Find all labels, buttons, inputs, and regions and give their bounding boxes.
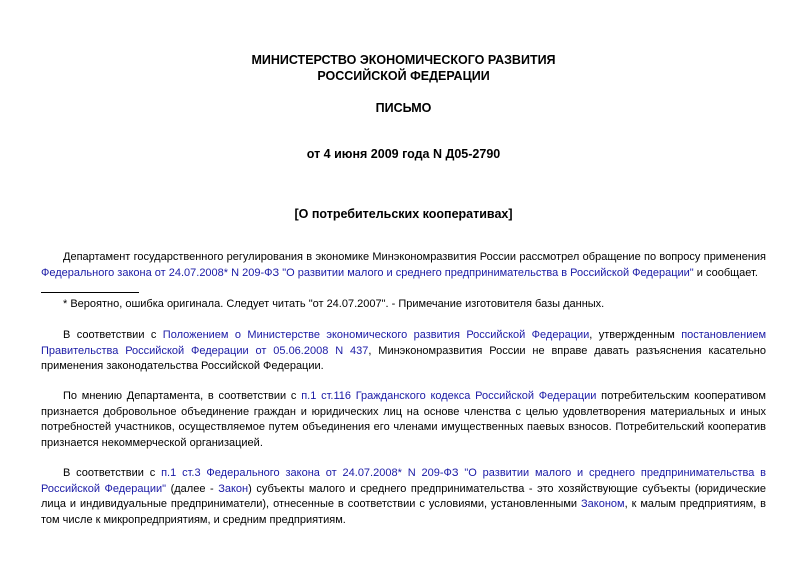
paragraph-4-text-5: , к малым предприятиям, в том числе к микропредприятиям, и средним предприятиям. xyxy=(41,498,766,526)
organization-name xyxy=(41,52,766,84)
paragraph-4-text-1: В соответствии с xyxy=(63,467,162,479)
document-type: ПИСЬМО xyxy=(375,101,432,115)
footnote-divider xyxy=(41,292,139,293)
footnote: * Вероятно, ошибка оригинала. Следует читать "от 24.07.2007". - Примечание изготовителя базы данных. xyxy=(63,298,605,310)
organization-name-line2: РОССИЙСКОЙ ФЕДЕРАЦИИ xyxy=(317,69,490,83)
paragraph-4-text-3: (далее - xyxy=(166,482,219,495)
paragraph-1-text-1: Департамент государственного регулирования в экономике Минэкономразвития России рассмотрел обращение по вопросу применения xyxy=(63,251,766,263)
paragraph-3-text-1: По мнению Департамента, в соответствии с xyxy=(63,390,302,402)
paragraph-4 xyxy=(41,466,766,528)
paragraph-1-text-2: и сообщает. xyxy=(693,266,758,279)
paragraph-1 xyxy=(41,250,766,281)
link-civil-code-article-116[interactable]: п.1 ст.116 Гражданского кодекса Российской Федерации xyxy=(301,390,597,402)
link-ministry-regulation[interactable]: Положением о Министерстве экономического развития Российской Федерации xyxy=(162,329,590,341)
organization-name-line1: МИНИСТЕРСТВО ЭКОНОМИЧЕСКОГО РАЗВИТИЯ xyxy=(251,53,556,67)
document-title: [О потребительских кооперативах] xyxy=(294,207,513,221)
paragraph-4-text-4: ) субъекты малого и среднего предпринимательства - это хозяйствующие субъекты (юридические лица и индивидуальные предприниматели), отнесенные в соответствии с условиями, установленными xyxy=(41,482,766,510)
paragraph-3 xyxy=(41,389,766,451)
link-article-3-federal-law-209[interactable]: ст.3 Федерального закона от 24.07.2008* N 209-ФЗ "О развитии малого и среднего предпринимательства в Российской Федерации" xyxy=(41,467,767,495)
paragraph-2-text-2: , утвержденным xyxy=(589,329,682,341)
link-government-resolution-437[interactable]: постановлением Правительства Российской Федерации от 05.06.2008 N 437 xyxy=(41,329,767,357)
paragraph-2-text-3: , Минэкономразвития России не вправе давать разъяснения касательно применения законодательства Российской Федерации. xyxy=(41,344,767,372)
link-law-short-1[interactable]: Закон xyxy=(218,482,249,495)
document-date-number: от 4 июня 2009 года N Д05-2790 xyxy=(306,147,501,161)
paragraph-3-text-2: потребительским кооперативом признается добровольное объединение граждан и юридических лиц на основе членства с целью удовлетворения материальных и иных потребностей участников, осуществляемое путем объединения его членами имущественных паевых взносов. Потребительский кооператив признается некоммерческой организацией. xyxy=(41,390,766,449)
link-federal-law-209[interactable]: Федерального закона от 24.07.2008* N 209-ФЗ "О развитии малого и среднего предпринимательства в Российской Федерации" xyxy=(41,266,694,279)
paragraph-2-text-1: В соответствии с xyxy=(63,329,163,341)
link-clause-1[interactable]: п.1 xyxy=(161,467,177,479)
link-law-short-2[interactable]: Законом xyxy=(581,498,625,510)
paragraph-2 xyxy=(41,328,766,375)
